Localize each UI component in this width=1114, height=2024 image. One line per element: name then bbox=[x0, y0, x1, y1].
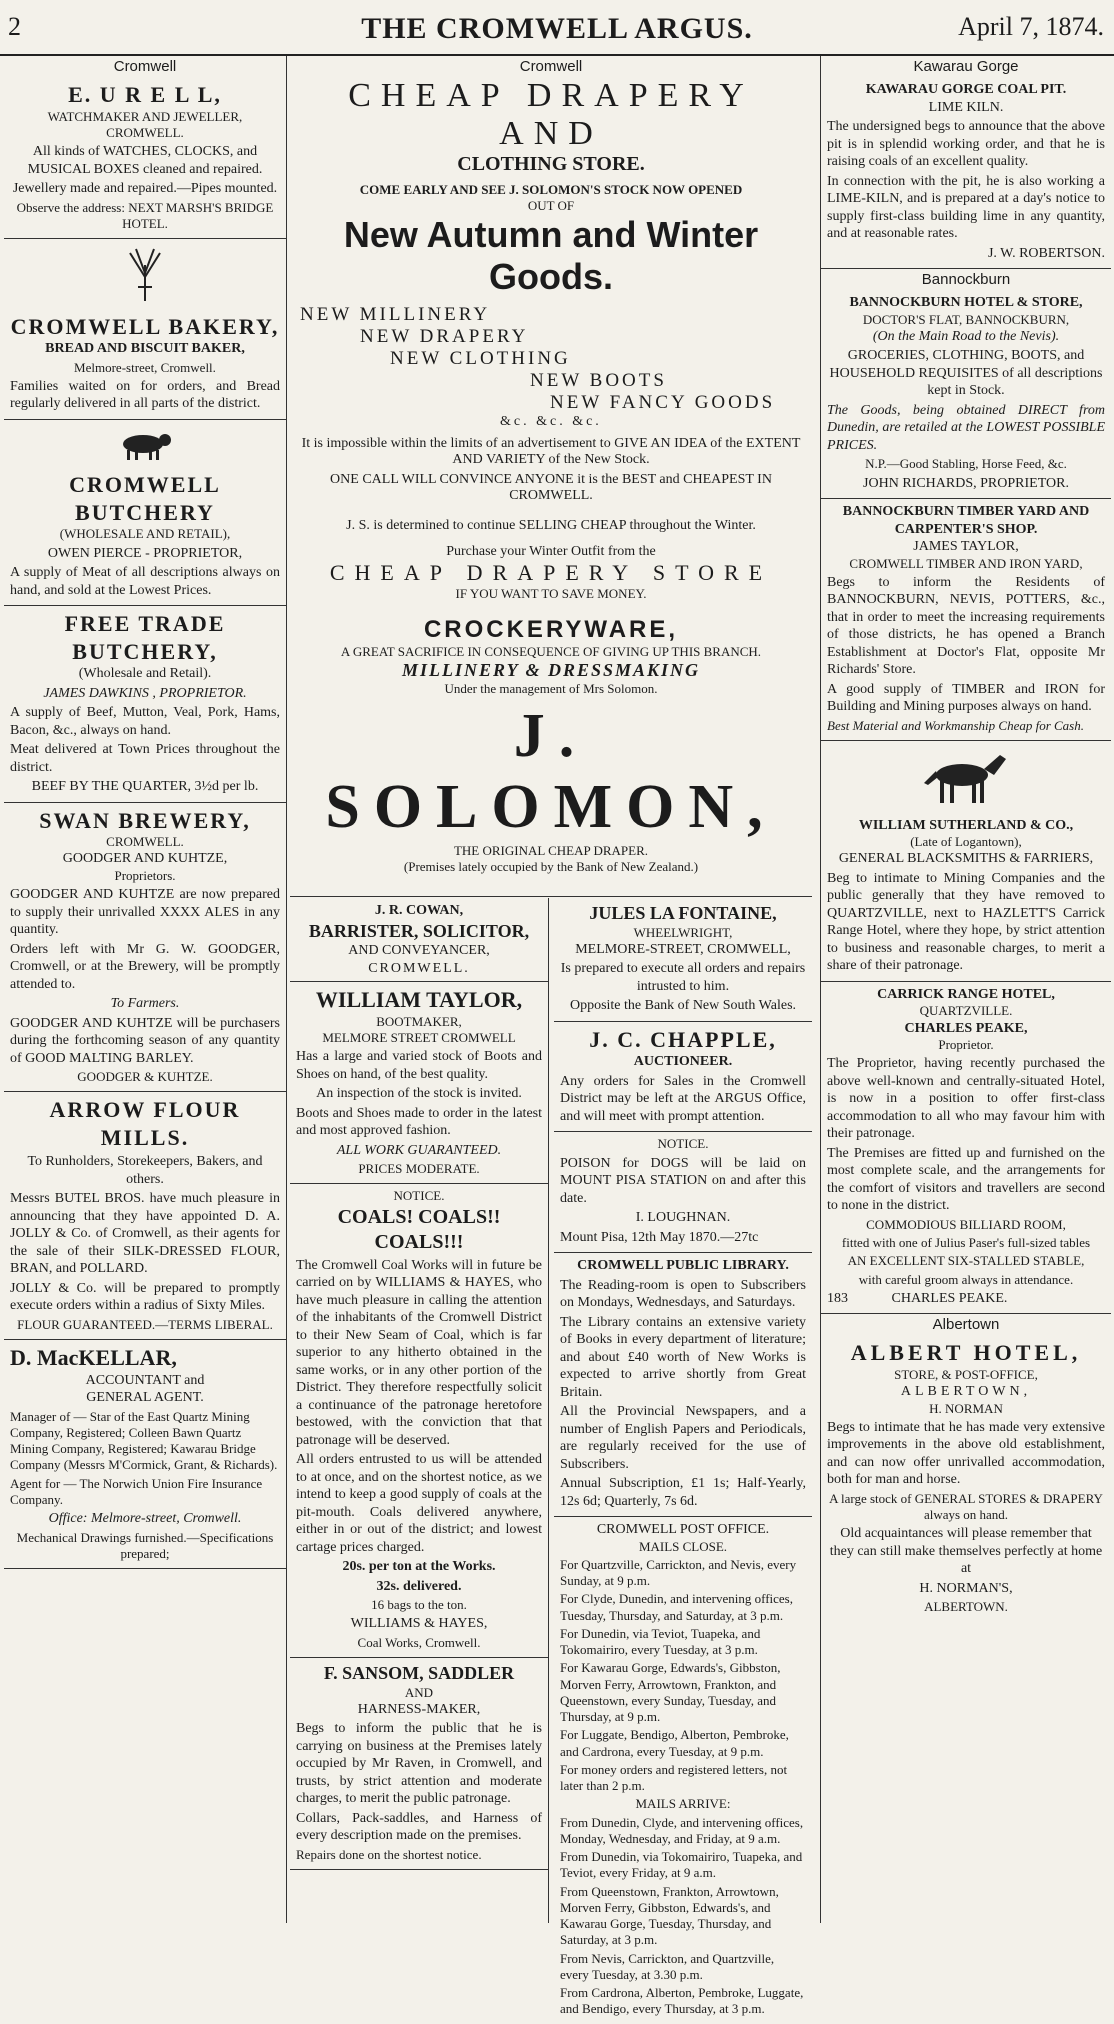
issue-date: April 7, 1874. bbox=[958, 12, 1104, 41]
ad-watchmaker: E. U R E L L, WATCHMAKER AND JEWELLER, CROMWELL. All kinds of WATCHES, CLOCKS, and MUSICAL BOXES cleaned and repaired. Jewellery made and repaired.—Pipes mounted. Observe the address: NEXT MARSH'S BRIDGE HOTEL. bbox=[4, 77, 286, 239]
ad-bakery: CROMWELL BAKERY, BREAD AND BISCUIT BAKER, Melmore-street, Cromwell. Families waited on for orders, and Bread regularly delivered in all parts of the district. bbox=[4, 239, 286, 420]
section-heading: Cromwell bbox=[113, 58, 177, 75]
ad-free-trade-butchery: FREE TRADE BUTCHERY, (Wholesale and Retail). JAMES DAWKINS , PROPRIETOR. A supply of Beef, Mutton, Veal, Pork, Hams, Bacon, &c., always on hand. Meat delivered at Town Prices throughout the district. BEEF BY THE QUARTER, 3½d per lb. bbox=[4, 606, 286, 803]
masthead bbox=[0, 0, 1114, 56]
ad-post-office: CROMWELL POST OFFICE. MAILS CLOSE. For Quartzville, Carrickton, and Nevis, every Sunday, at 9 p.m. For Clyde, Dunedin, and intervening offices, Tuesday, Thursday, and Saturday, at 3 p.m. For Dunedin, via Teviot, Tuapeka, and Tokomairiro, every Tuesday, at 3 p.m. For Kawarau Gorge, Edwards's, Gibbston, Morven Ferry, Arrowtown, Frankton, and Queenstown, every Sunday, Tuesday, and Thursday, at 9 p.m. For Luggate, Bendigo, Alberton, Pembroke, and Cardrona, every Tuesday, at 9 p.m. For money orders and registered letters, not later than 2 p.m. MAILS ARRIVE: From Dunedin, Clyde, and intervening offices, Monday, Wednesday, and Friday, at 9 a.m. From Dunedin, via Tokomairiro, Tuapeka, and Teviot, every Friday, at 9 a.m. From Queenstown, Frankton, Arrowtown, Morven Ferry, Gibbston, Edwards's, and Kawarau Gorge, Tuesday, Thursday, and Saturday, at 3 p.m. From Nevis, Carrickton, and Quartzville, every Tuesday, at 3.30 p.m. From Cardrona, Alberton, Pembroke, Luggate, and Bendigo, every Thursday, at 3 p.m. bbox=[560, 1522, 804, 2017]
ad-albert-hotel: ALBERT HOTEL, STORE, & POST-OFFICE, ALBERTOWN, H. NORMAN Begs to intimate that he has made very extensive improvements in the above old establishment, and can now offer unrivalled accommodation, both for man and horse. A large stock of GENERAL STORES & DRAPERY always on hand. Old acquaintances will please remember that they can still make themselves perfectly at home at H. NORMAN'S, ALBERTOWN. bbox=[827, 1340, 1105, 1615]
ad-cowan: J. R. COWAN, BARRISTER, SOLICITOR, AND CONVEYANCER, CROMWELL. bbox=[290, 898, 548, 982]
ad-bannockburn-hotel: BANNOCKBURN HOTEL & STORE, DOCTOR'S FLAT, BANNOCKBURN, (On the Main Road to the Nevis). GROCERIES, CLOTHING, BOOTS, and HOUSEHOLD REQUISITES of all descriptions kept in Stock. The Goods, being obtained DIRECT from Dunedin, are retailed at the LOWEST POSSIBLE PRICES. N.P.—Good Stabling, Horse Feed, &c. JOHN RICHARDS, PROPRIETOR. bbox=[821, 290, 1111, 499]
column-3: Kawarau Gorge KAWARAU GORGE COAL PIT. LIME KILN. The undersigned begs to announce that the above pit is in splendid working order, and that he is raising coals of an excellent quality. In connection with the pit, he is also working a LIME-KILN, and is prepared at a day's notice to supply first-class building lime in any quantity, and at reasonable rates. J. W. ROBERTSON. Bannockburn BANNOCKBURN HOTEL & STORE, DOCTOR'S FLAT, BANNOCKBURN, (On the Main Road to the Nevis). GROCERIES, CLOTHING, BOOTS, and HOUSEHOLD REQUISITES of all descriptions kept in Stock. The Goods, being obtained DIRECT from Dunedin, are retailed at the LOWEST POSSIBLE PRICES. N.P.—Good Stabling, Horse Feed, &c. JOHN RICHARDS, PROPRIETOR. BANNOCKBURN TIMBER YARD AND CARPENTER'S SHOP. JAMES TAYLOR, CROMWELL TIMBER AND IRON YARD, Begs to inform the Residents of BANNOCKBURN, NEVIS, POTTERS, &c., that in order to meet the increasing requirements of those districts, he has opened a Branch Establishment at Doctor's Flat, opposite Mr Richards' Store. A good supply of TIMBER and IRON for Building and Mining purposes always on hand. Best Material and Workmanship Cheap for Cash. WILLIAM SUTHERLAND & CO., (Late of Logantown), GENERAL BLACKSMITHS & FARRIERS, Beg to intimate to Mining Companies and the public generally that they have removed to QUARTZVILLE, next to HAZLETT'S Carrick Range Hotel, where they hope, by strict attention to business and reasonable charges, to merit a share of their patronage. CARRICK RANGE HOTEL, QUARTZVILLE. CHARLES PEAKE, Proprietor. The Proprietor, having recently purchased the above well-known and centrally-situated Hotel, is now in a position to offer first-class accommodation to all who may favour him with their patronage. The Premises are fitted up and furnished on the most complete scale, and the arrangements for the comfort of visitors and travellers are second to none in the district. COMMODIOUS BILLIARD ROOM, fitted with one of Julius Paser's full-sized tables AN EXCELLENT SIX-STALLED STABLE, with careful groom always in attendance. 183 CHARLES PEAKE. Albertown ALBERT HOTEL, STORE, & POST-OFFICE, ALBERTOWN, H. NORMAN Begs to intimate that he has made very extensive improvements in the above old establishment, and can now offer unrivalled accommodation, both for man and horse. A large stock of GENERAL STORES & DRAPERY always on hand. Old acquaintances will please remember that they can still make themselves perfectly at home at H. NORMAN'S, ALBERTOWN. bbox=[820, 56, 1111, 1923]
ad-coals: NOTICE. COALS! COALS!! COALS!!! The Cromwell Coal Works will in future be carried on by WILLIAMS & HAYES, who have much pleasure in calling the attention of the inhabitants of the Cromwell District to their New Seam of Coal, which is far superior to any hitherto obtained in the same works, or in any other portion of the District. They therefore respectfully solicit a continuance of the patronage heretofore bestowed, with the conviction that that patronage will be deserved. All orders entrusted to us will be attended to at once, and on the shortest notice, as we intend to keep a good supply of coals at the pit-mouth. Coals delivered anywhere, either in or out of the district; and lowest cartage prices charged. 20s. per ton at the Works. 32s. delivered. 16 bags to the ton. WILLIAMS & HAYES, Coal Works, Cromwell. bbox=[290, 1184, 548, 1658]
ad-kawarau-coal-pit: KAWARAU GORGE COAL PIT. LIME KILN. The undersigned begs to announce that the above pit is in splendid working order, and that he is raising coals of an excellent quality. In connection with the pit, he is also working a LIME-KILN, and is prepared at a day's notice to supply first-class building lime in any quantity, and at reasonable rates. J. W. ROBERTSON. bbox=[821, 77, 1111, 269]
column-2b bbox=[554, 898, 812, 2017]
ad-timber-yard: BANNOCKBURN TIMBER YARD AND CARPENTER'S SHOP. JAMES TAYLOR, CROMWELL TIMBER AND IRON YARD, Begs to inform the Residents of BANNOCKBURN, NEVIS, POTTERS, &c., that in order to meet the increasing requirements of those districts, he has opened a Branch Establishment at Doctor's Flat, opposite Mr Richards' Store. A good supply of TIMBER and IRON for Building and Mining purposes always on hand. Best Material and Workmanship Cheap for Cash. bbox=[821, 499, 1111, 741]
ad-sansom: F. SANSOM, SADDLER AND HARNESS-MAKER, Begs to inform the public that he is carrying on business at the Premises lately occupied by Mr Raven, in Cromwell, and trusts, by strict attention and moderate charges, to merit the public patronage. Collars, Pack-saddles, and Harness of every description made on the premises. Repairs done on the shortest notice. bbox=[290, 1658, 548, 1870]
ad-mackellar: D. MacKELLAR, ACCOUNTANT and GENERAL AGENT. Manager of — Star of the East Quartz Mining Company, Registered; Colleen Bawn Quartz Mining Company, Registered; Kawarau Bridge Company (Messrs M'Cormick, Grant, & Richards). Agent for — The Norwich Union Fire Insurance Company. Office: Melmore-street, Cromwell. Mechanical Drawings furnished.—Specifications prepared; bbox=[4, 1340, 286, 1569]
wheat-sheaf-icon bbox=[10, 247, 280, 309]
newspaper-title: THE CROMWELL ARGUS. bbox=[361, 12, 753, 45]
ad-swan-brewery: SWAN BREWERY, CROMWELL. GOODGER AND KUHTZE, Proprietors. GOODGER AND KUHTZE are now prepared to supply their unrivalled XXXX ALES in any quantity. Orders left with Mr G. W. GOODGER, Cromwell, or at the Brewery, will be promptly attended to. To Farmers. GOODGER AND KUHTZE will be purchasers during the forthcoming season of any quantity of GOOD MALTING BARLEY. GOODGER & KUHTZE. bbox=[4, 803, 286, 1093]
page-number: 2 bbox=[8, 12, 21, 41]
ad-carrick-range-hotel: CARRICK RANGE HOTEL, QUARTZVILLE. CHARLES PEAKE, Proprietor. The Proprietor, having recently purchased the above well-known and centrally-situated Hotel, is now in a position to offer first-class accommodation to all who may favour him with their patronage. The Premises are fitted up and furnished on the most complete scale, and the arrangements for the comfort of visitors and travellers are second to none in the district. COMMODIOUS BILLIARD ROOM, fitted with one of Julius Paser's full-sized tables AN EXCELLENT SIX-STALLED STABLE, with careful groom always in attendance. 183 CHARLES PEAKE. bbox=[821, 982, 1111, 1315]
ad-chapple: J. C. CHAPPLE, AUCTIONEER. Any orders for Sales in the Cromwell District may be left at the ARGUS Office, and will meet with prompt attention. bbox=[554, 1022, 812, 1133]
ad-cromwell-butchery: CROMWELL BUTCHERY (WHOLESALE AND RETAIL), OWEN PIERCE - PROPRIETOR, A supply of Meat of all descriptions always on hand, and sold at the Lowest Prices. bbox=[4, 420, 286, 606]
ad-poison-notice: NOTICE. POISON for DOGS will be laid on MOUNT PISA STATION on and after this date. I. LOUGHNAN. Mount Pisa, 12th May 1870.—27tc bbox=[554, 1132, 812, 1253]
ad-public-library: CROMWELL PUBLIC LIBRARY. The Reading-room is open to Subscribers on Mondays, Wednesdays, and Saturdays. The Library contains an extensive variety of Books in every department of literature; and about £40 worth of New Works is expected to arrive shortly from Great Britain. All the Provincial Newspapers, and a number of English Papers and Periodicals, are regularly received for the use of Subscribers. Annual Subscription, £1 1s; Half-Yearly, 12s 6d; Quarterly, 7s 6d. bbox=[554, 1253, 812, 1517]
ad-sutherland-blacksmiths: WILLIAM SUTHERLAND & CO., (Late of Logantown), GENERAL BLACKSMITHS & FARRIERS, Beg to intimate to Mining Companies and the public generally that they have removed to QUARTZVILLE, next to HAZLETT'S Carrick Range Hotel, where they hope, by strict attention to business and reasonable charges, to merit a share of their patronage. bbox=[821, 741, 1111, 982]
ad-arrow-flour-mills: ARROW FLOUR MILLS. To Runholders, Storekeepers, Bakers, and others. Messrs BUTEL BROS. have much pleasure in announcing that they have appointed D. A. JOLLY & Co. of Cromwell, as their agents for the sale of their SILK-DRESSED FLOUR, BRAN, and POLLARD. JOLLY & Co. will be prepared to promptly execute orders within a radius of Sixty Miles. FLOUR GUARANTEED.—TERMS LIBERAL. bbox=[4, 1092, 286, 1340]
column-1 bbox=[4, 56, 287, 1923]
ad-solomon-drapery: Cromwell CHEAP DRAPERY AND CLOTHING STORE. COME EARLY AND SEE J. SOLOMON'S STOCK NOW OPENED OUT OF New Autumn and Winter Goods. NEW MILLINERY NEW DRAPERY NEW CLOTHING NEW BOOTS NEW FANCY GOODS &c. &c. &c. It is impossible within the limits of an advertisement to GIVE AN IDEA of the EXTENT AND VARIETY of the New Stock. ONE CALL WILL CONVINCE ANYONE it is the BEST and CHEAPEST IN CROMWELL. J. S. is determined to continue SELLING CHEAP throughout the Winter. Purchase your Winter Outfit from the CHEAP DRAPERY STORE IF YOU WANT TO SAVE MONEY. CROCKERYWARE, A GREAT SACRIFICE IN CONSEQUENCE OF GIVING UP THIS BRANCH. MILLINERY & DRESSMAKING Under the management of Mrs Solomon. J. SOLOMON, THE ORIGINAL CHEAP DRAPER. (Premises lately occupied by the Bank of New Zealand.) bbox=[290, 56, 812, 897]
column-2 bbox=[290, 56, 812, 2017]
bull-icon bbox=[10, 428, 280, 468]
ad-william-taylor: WILLIAM TAYLOR, BOOTMAKER, MELMORE STREET CROMWELL Has a large and varied stock of Boots and Shoes on hand, of the best quality. An inspection of the stock is invited. Boots and Shoes made to order in the latest and most approved fashion. ALL WORK GUARANTEED. PRICES MODERATE. bbox=[290, 982, 548, 1184]
ad-la-fontaine: JULES LA FONTAINE, WHEELWRIGHT, MELMORE-STREET, CROMWELL, Is prepared to execute all orders and repairs intrusted to him. Opposite the Bank of New South Wales. bbox=[554, 898, 812, 1022]
column-2a bbox=[290, 898, 549, 1923]
horse-icon bbox=[827, 749, 1105, 813]
